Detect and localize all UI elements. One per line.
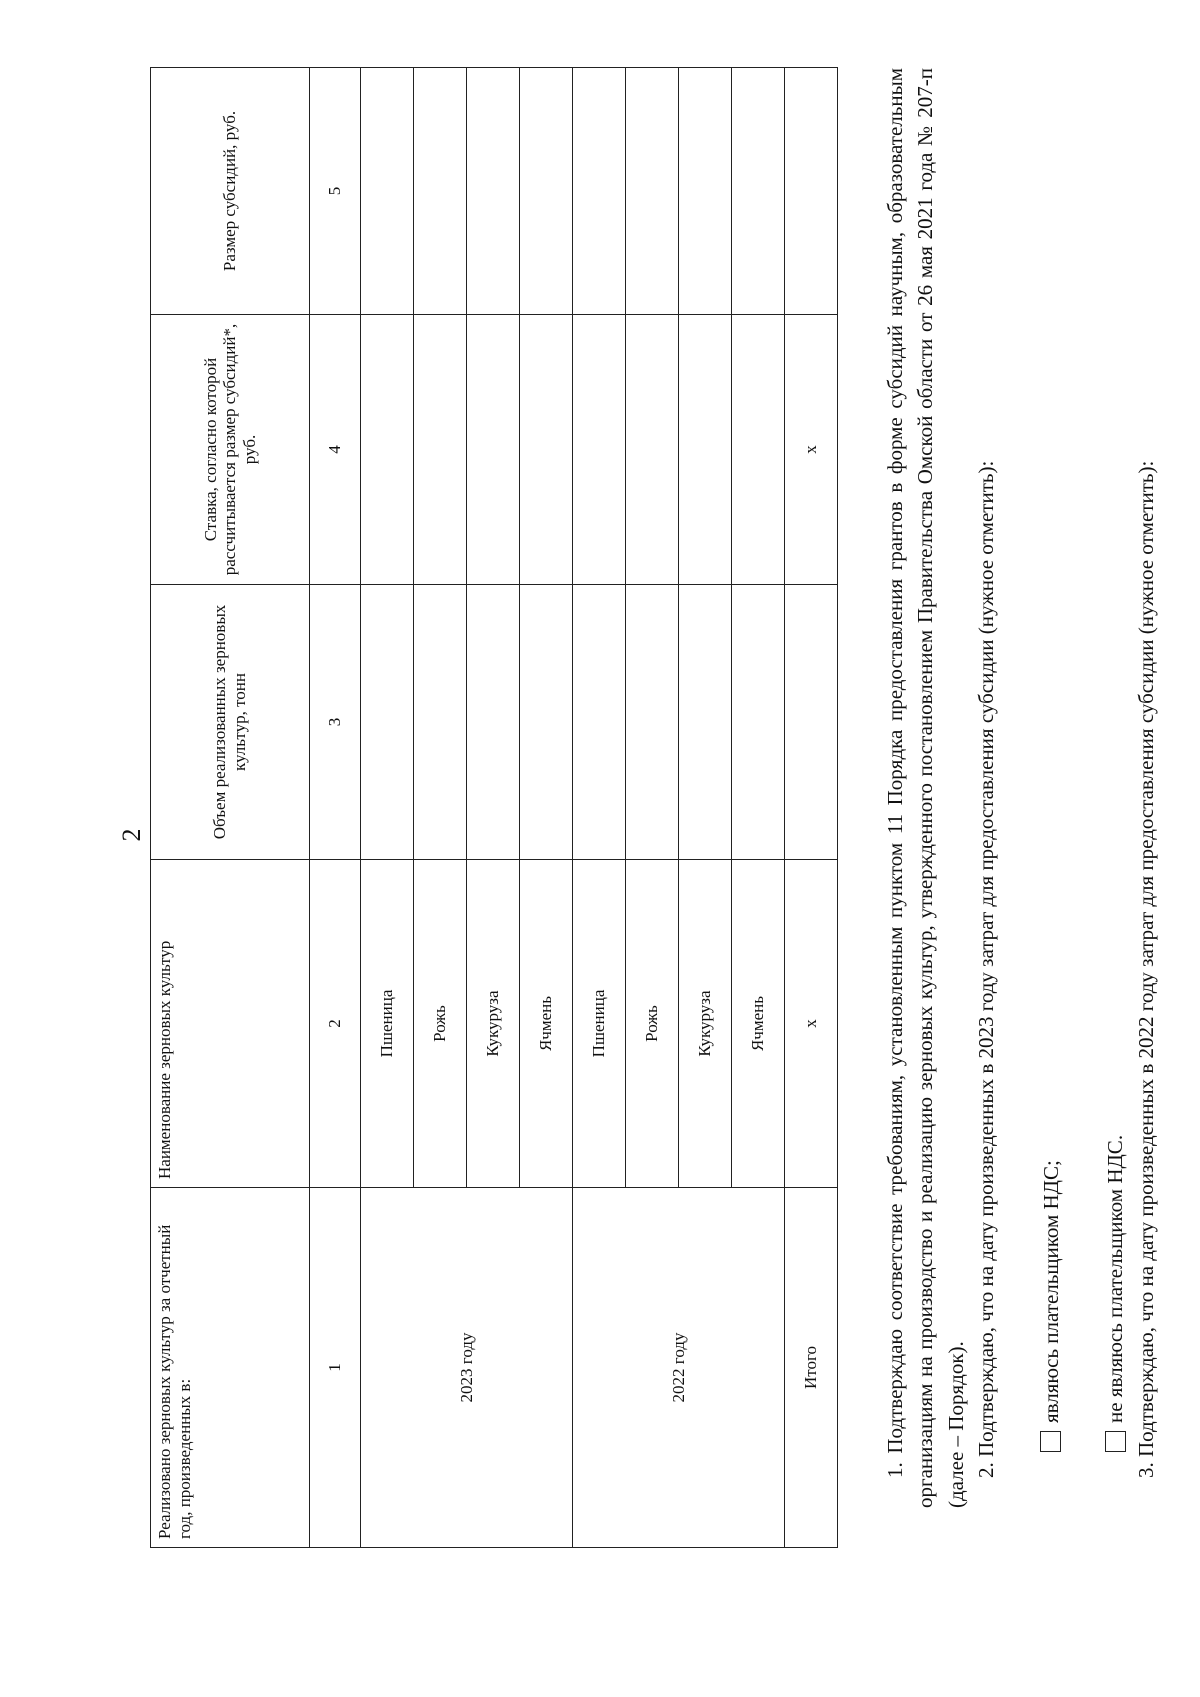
volume-cell [573, 585, 626, 860]
volume-cell [520, 585, 573, 860]
rate-cell [573, 315, 626, 585]
rate-cell [679, 315, 732, 585]
rate-cell [626, 315, 679, 585]
volume-cell [361, 585, 414, 860]
total-volume-cell [785, 585, 838, 860]
column-number-row [310, 68, 361, 1548]
declaration-text [880, 68, 1161, 1508]
column-number: 3 [310, 585, 361, 860]
rate-cell [467, 315, 520, 585]
crop-cell: Кукуруза [679, 860, 732, 1188]
crop-cell: Пшеница [573, 860, 626, 1188]
paragraph-2: 2. Подтверждаю, что на дату произведенных в 2023 году затрат для предоставления субсидии (нужное отметить): [974, 460, 999, 1478]
vat-payer-checkbox[interactable] [1040, 1431, 1061, 1452]
header-sold-year: Реализовано зерновых культур за отчетный год, произведенных в: [151, 1188, 310, 1548]
rate-cell [361, 315, 414, 585]
volume-cell [679, 585, 732, 860]
table-header-row [151, 68, 310, 1548]
subsidy-cell [679, 68, 732, 315]
table-row [573, 68, 626, 1548]
rate-cell [414, 315, 467, 585]
subsidy-cell [414, 68, 467, 315]
volume-cell [732, 585, 785, 860]
subsidy-cell [626, 68, 679, 315]
grain-sales-table [150, 67, 838, 1548]
subsidy-cell [573, 68, 626, 315]
crop-cell: Ячмень [732, 860, 785, 1188]
paragraph-1: 1. Подтверждаю соответствие требованиям, установленным пунктом 11 Порядка предоставления грантов в форме субсидий научным, образовательным организациям на производство и реализацию зерновых культур, утвержденного постановлением Правительства Омской области от 26 мая 2021 года № 207-п (далее – Порядок). [883, 68, 968, 1508]
column-number: 4 [310, 315, 361, 585]
header-subsidy-amount: Размер субсидий, руб. [151, 68, 310, 315]
crop-cell: Рожь [626, 860, 679, 1188]
rate-cell [732, 315, 785, 585]
header-crop-name: Наименование зерновых культур [151, 860, 310, 1188]
table-row [361, 68, 414, 1548]
total-crop-cell: х [785, 860, 838, 1188]
subsidy-cell [520, 68, 573, 315]
volume-cell [467, 585, 520, 860]
column-number: 1 [310, 1188, 361, 1548]
rate-cell [520, 315, 573, 585]
year-cell: 2023 году [361, 1188, 573, 1548]
crop-cell: Ячмень [520, 860, 573, 1188]
column-number: 2 [310, 860, 361, 1188]
paragraph-3: 3. Подтверждаю, что на дату произведенных в 2022 году затрат для предоставления субсидии (нужное отметить): [1133, 460, 1158, 1478]
crop-cell: Кукуруза [467, 860, 520, 1188]
volume-cell [414, 585, 467, 860]
subsidy-cell [361, 68, 414, 315]
total-subsidy-cell [785, 68, 838, 315]
header-volume: Объем реализованных зерновых культур, тонн [151, 585, 310, 860]
subsidy-cell [732, 68, 785, 315]
total-label: Итого [785, 1188, 838, 1548]
option-not-vat-payer [1100, 68, 1130, 1452]
year-cell: 2022 году [573, 1188, 785, 1548]
total-row [785, 68, 838, 1548]
crop-cell: Рожь [414, 860, 467, 1188]
not-vat-payer-label: не являюсь плательщиком НДС. [1103, 1134, 1128, 1423]
header-rate: Ставка, согласно которой рассчитывается размер субсидий*, руб. [151, 315, 310, 585]
option-vat-payer [1036, 68, 1066, 1452]
rotated-page-content [150, 68, 1158, 1548]
subsidy-cell [467, 68, 520, 315]
crop-cell: Пшеница [361, 860, 414, 1188]
column-number: 5 [310, 68, 361, 315]
vat-payer-label: являюсь плательщиком НДС; [1038, 1160, 1063, 1423]
page-number: 2 [117, 828, 146, 842]
total-rate-cell: х [785, 315, 838, 585]
not-vat-payer-checkbox[interactable] [1105, 1431, 1126, 1452]
volume-cell [626, 585, 679, 860]
